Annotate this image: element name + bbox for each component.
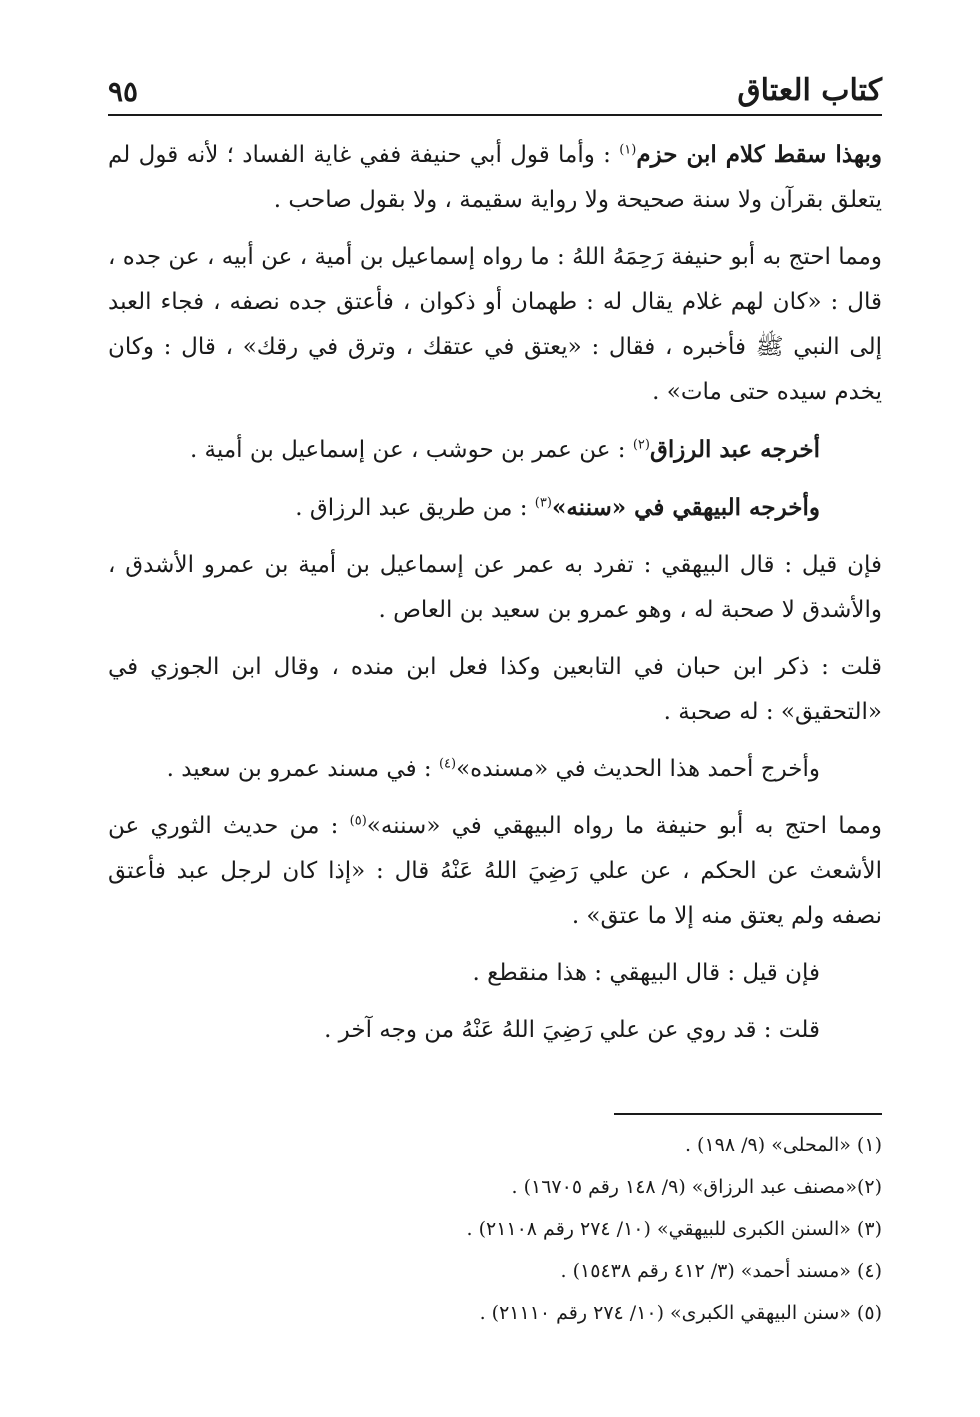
paragraph (108, 427, 882, 473)
paragraph (108, 543, 882, 633)
paragraph (108, 1008, 882, 1053)
footnote-marker: (٣) (534, 495, 552, 511)
header-rule (108, 114, 882, 116)
footnote-marker: (٢) (632, 437, 650, 453)
text-run: : من حديث الثوري عن الأشعث عن الحكم ، عن علي رَضِيَ اللهُ عَنْهُ قال : «إذا كان لرجل عبد فأعتق نصفه ولم يعتق منه إلا ما عتق» . (108, 813, 882, 929)
text-run: : عن عمر بن حوشب ، عن إسماعيل بن أمية . (189, 437, 633, 463)
footnote-marker: (٤) (438, 756, 457, 772)
text-run: وأخرج أحمد هذا الحديث في «مسنده» (456, 756, 820, 782)
footnote-item: (٢)«مصنف عبد الرزاق» (٩/ ١٤٨ رقم ١٦٧٠٥) . (511, 1176, 882, 1198)
footnote-item: (٤) «مسند أحمد» (٣/ ٤١٢ رقم ١٥٤٣٨) . (560, 1260, 882, 1282)
paragraph (108, 747, 882, 792)
footnotes (108, 1124, 882, 1334)
text-run: فإن قيل : قال البيهقي : تفرد به عمر عن إسماعيل بن أمية بن عمرو الأشدق ، والأشدق لا صحبة له ، وهو عمرو بن سعيد بن العاص . (108, 552, 882, 623)
bold-phrase: وبهذا سقط كلام ابن حزم (636, 141, 882, 168)
paragraph (108, 132, 882, 223)
text-run: : وأما قول أبي حنيفة ففي غاية الفساد ؛ لأنه قول لم يتعلق بقرآن ولا سنة صحيحة ولا رواية سقيمة ، ولا بقول صاحب . (108, 142, 882, 213)
text-run: : في مسند عمرو بن سعيد . (166, 756, 439, 782)
text-run: ومما احتج به أبو حنيفة رَحِمَهُ اللهُ : ما رواه إسماعيل بن أمية ، عن أبيه ، عن جده ، قال : «كان لهم غلام يقال له : طهمان أو ذكوان ، فأعتق جده نصفه ، فجاء العبد إلى النبي ﷺ فأخبره ، فقال : «يعتق في عتقك ، وترق في رقك» ، قال : وكان يخدم سيده حتى مات» . (108, 244, 882, 405)
text-run: قلت : ذكر ابن حبان في التابعين وكذا فعل ابن منده ، وقال ابن الجوزي في «التحقيق» : له صحبة . (108, 654, 882, 725)
text-run: ومما احتج به أبو حنيفة ما رواه البيهقي في «سننه» (366, 813, 882, 839)
body-text (108, 132, 882, 1065)
book-title: كتاب العتاق (737, 73, 882, 108)
text-run: فإن قيل : قال البيهقي : هذا منقطع . (472, 960, 820, 986)
paragraph (108, 645, 882, 735)
text-run: : من طريق عبد الرزاق . (295, 495, 535, 521)
footnote-marker: (٥) (349, 813, 367, 829)
bold-phrase: أخرجه عبد الرزاق (649, 436, 820, 463)
paragraph (108, 804, 882, 939)
footnote-item: (٣) «السنن الكبرى للبيهقي» (١٠/ ٢٧٤ رقم ٢١١٠٨) . (466, 1218, 882, 1240)
page-number: ٩٥ (108, 75, 139, 108)
page-header (108, 66, 882, 106)
bold-phrase: وأخرجه البيهقي في «سننه» (551, 494, 820, 521)
footnote-rule (614, 1113, 882, 1115)
paragraph (108, 951, 882, 996)
footnote-item: (١) «المحلى» (٩/ ١٩٨) . (684, 1134, 882, 1156)
paragraph (108, 235, 882, 415)
paragraph (108, 485, 882, 531)
text-run: قلت : قد روي عن علي رَضِيَ اللهُ عَنْهُ من وجه آخر . (324, 1017, 820, 1043)
footnote-item: (٥) «سنن البيهقي الكبرى» (١٠/ ٢٧٤ رقم ٢١١١٠) . (479, 1302, 882, 1324)
footnote-marker: (١) (619, 142, 637, 158)
